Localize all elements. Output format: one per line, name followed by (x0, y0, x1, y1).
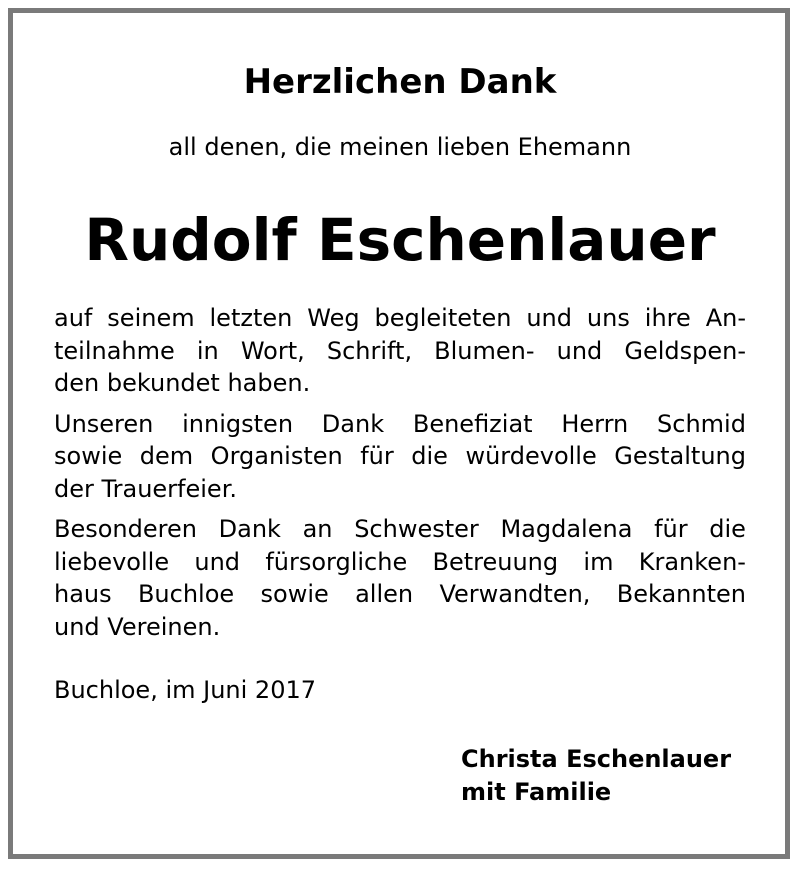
paragraph-benefiziat (54, 408, 746, 506)
text-line: Unseren innigsten Dank Benefiziat Herrn Schmid (54, 409, 746, 438)
text-line: liebevolle und fürsorgliche Betreuung im Kranken- (54, 547, 746, 576)
text-line: den bekundet haben. (54, 369, 311, 397)
intro-line: all denen, die meinen lieben Ehemann (168, 133, 632, 161)
paragraph-schwester (54, 513, 746, 643)
signature-family: mit Familie (461, 778, 612, 806)
text-line: sowie dem Organisten für die würdevolle Gestaltung (54, 442, 746, 470)
text-line: Besonderen Dank an Schwester Magdalena für die (54, 515, 746, 543)
body-text (54, 302, 746, 651)
text-line: und Vereinen. (54, 612, 221, 641)
heading: Herzlichen Dank (243, 62, 557, 102)
text-line: haus Buchloe sowie allen Verwandten, Bekannten (54, 580, 746, 608)
paragraph-thanks (54, 302, 746, 400)
signature (461, 743, 731, 809)
place-date: Buchloe, im Juni 2017 (54, 676, 317, 704)
text-line: teilnahme in Wort, Schrift, Blumen- und Geldspen- (54, 336, 746, 365)
text-line: der Trauerfeier. (54, 474, 237, 503)
text-line: auf seinem letzten Weg begleiteten und uns ihre An- (54, 304, 746, 332)
deceased-name: Rudolf Eschenlauer (84, 206, 716, 274)
signature-name: Christa Eschenlauer (461, 745, 732, 773)
